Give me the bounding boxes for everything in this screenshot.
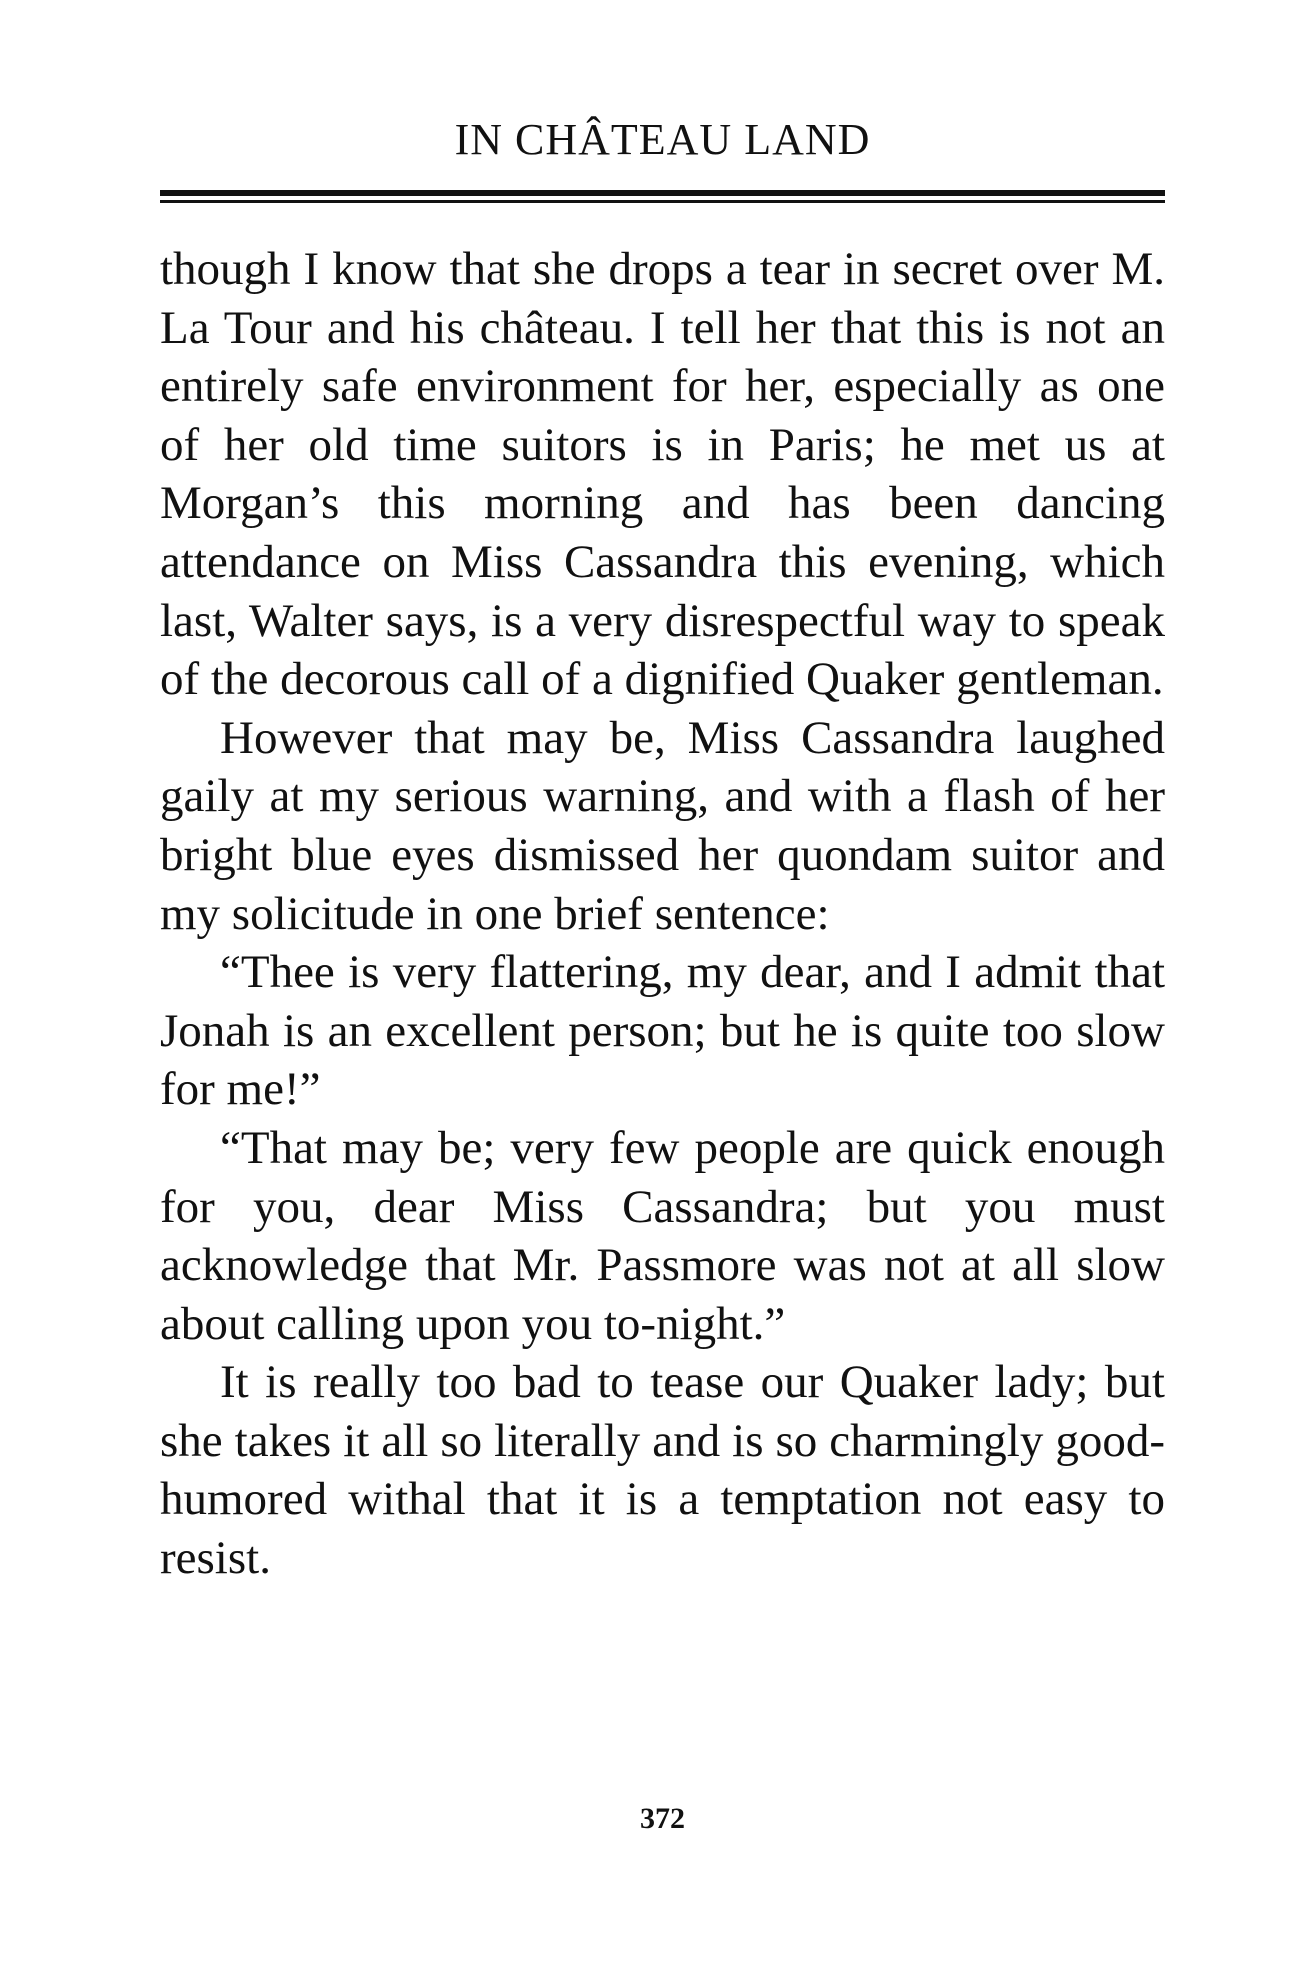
- body-text: [160, 240, 1165, 1588]
- page-number: 372: [640, 1802, 685, 1835]
- paragraph-quote: “Thee is very flattering, my dear, and I admit that Jonah is an excellent person; but he is quite too slow for me!”: [160, 946, 1165, 1116]
- running-head: IN CHÂTEAU LAND: [454, 115, 871, 164]
- header-rule: [160, 190, 1165, 203]
- header-rule-thin: [160, 200, 1165, 203]
- paragraph-quote: “That may be; very few people are quick enough for you, dear Miss Cassandra; but you must acknowledge that Mr. Passmore was not at all slow about calling upon you to-night.”: [160, 1121, 1165, 1350]
- paragraph: However that may be, Miss Cassandra laughed gaily at my serious warning, and with a flash of her bright blue eyes dismissed her quondam suitor and my solicitude in one brief sentence:: [160, 711, 1165, 940]
- paragraph: It is really too bad to tease our Quaker lady; but she takes it all so literally and is so charmingly good-humored withal that it is a temptation not easy to resist.: [160, 1356, 1165, 1585]
- paragraph-continued: though I know that she drops a tear in secret over M. La Tour and his château. I tell her that this is not an entirely safe environment for her, especially as one of her old time suitors is in Paris; he met us at Morgan’s this morning and has been dancing attendance on Miss Cassandra this evening, which last, Walter says, is a very disrespectful way to speak of the decorous call of a dignified Quaker gentleman.: [160, 243, 1165, 706]
